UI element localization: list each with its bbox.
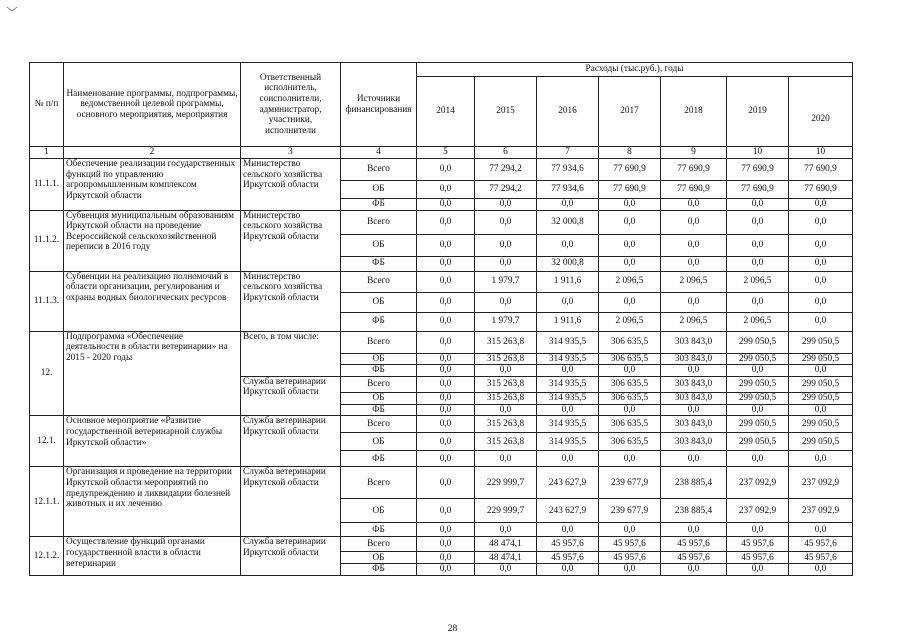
expense-value: 0,0 <box>789 292 853 312</box>
funding-source: ОБ <box>341 353 417 365</box>
column-number: 5 <box>417 147 475 159</box>
expense-value: 0,0 <box>661 292 727 312</box>
funding-source: Всего <box>341 159 417 181</box>
expense-value: 0,0 <box>417 331 475 353</box>
column-number: 4 <box>341 147 417 159</box>
expense-value: 77 690,9 <box>661 159 727 181</box>
table-row <box>30 210 853 234</box>
expense-value: 0,0 <box>417 467 475 499</box>
header-year: 2016 <box>537 77 599 147</box>
expense-value: 2 096,5 <box>599 271 661 292</box>
expense-value: 243 627,9 <box>537 499 599 523</box>
expense-value: 0,0 <box>475 365 537 377</box>
page-number: 28 <box>447 624 458 634</box>
program-name: Субвенция муниципальным образованиям Иркутской области на проведение Всероссийской сельскохозяйственной переписи в 2016 году <box>64 210 241 271</box>
expense-value: 0,0 <box>599 564 661 576</box>
expense-value: 0,0 <box>417 159 475 181</box>
funding-source: Всего <box>341 467 417 499</box>
expense-value: 0,0 <box>599 234 661 256</box>
expense-value: 45 957,6 <box>789 537 853 552</box>
executor: Министерство сельского хозяйства Иркутской области <box>241 271 341 331</box>
expense-value: 0,0 <box>475 404 537 416</box>
expense-value: 0,0 <box>789 312 853 331</box>
expense-value: 0,0 <box>537 292 599 312</box>
expense-value: 77 294,2 <box>475 159 537 181</box>
executor: Служба ветеринарии Иркутской области <box>241 376 341 416</box>
expense-value: 239 677,9 <box>599 467 661 499</box>
expense-value: 32 000,8 <box>537 210 599 234</box>
expense-value: 0,0 <box>789 451 853 467</box>
row-number: 12. <box>30 331 64 416</box>
expense-value: 2 096,5 <box>727 312 789 331</box>
expense-value: 1 979,7 <box>475 271 537 292</box>
expense-value: 306 635,5 <box>599 392 661 404</box>
column-number: 6 <box>475 147 537 159</box>
expense-value: 0,0 <box>599 199 661 211</box>
expense-value: 0,0 <box>475 564 537 576</box>
expense-value: 237 092,9 <box>789 499 853 523</box>
expense-value: 0,0 <box>789 199 853 211</box>
expense-value: 77 690,9 <box>599 159 661 181</box>
expense-value: 0,0 <box>537 564 599 576</box>
expense-value: 0,0 <box>417 392 475 404</box>
expense-value: 0,0 <box>475 523 537 537</box>
expense-value: 306 635,5 <box>599 433 661 451</box>
header-year: 2020 <box>789 77 853 147</box>
expense-value: 0,0 <box>727 365 789 377</box>
expense-value: 0,0 <box>417 404 475 416</box>
expense-value: 0,0 <box>727 199 789 211</box>
expense-value: 0,0 <box>661 523 727 537</box>
expense-value: 0,0 <box>599 256 661 271</box>
expense-value: 314 935,5 <box>537 331 599 353</box>
expense-value: 45 957,6 <box>727 552 789 564</box>
expense-value: 0,0 <box>599 523 661 537</box>
expense-value: 0,0 <box>475 199 537 211</box>
expense-value: 0,0 <box>417 210 475 234</box>
expense-value: 45 957,6 <box>789 552 853 564</box>
expense-value: 77 690,9 <box>727 181 789 199</box>
row-number: 11.1.2. <box>30 210 64 271</box>
expense-value: 303 843,0 <box>661 416 727 433</box>
executor: Министерство сельского хозяйства Иркутской области <box>241 159 341 211</box>
expense-value: 77 690,9 <box>661 181 727 199</box>
expense-value: 0,0 <box>417 353 475 365</box>
table-row <box>30 331 853 353</box>
funding-source: Всего <box>341 331 417 353</box>
expense-value: 315 263,8 <box>475 416 537 433</box>
header-source: Источники финансирования <box>341 63 417 147</box>
expense-value: 2 096,5 <box>599 312 661 331</box>
funding-source: ОБ <box>341 392 417 404</box>
expense-value: 0,0 <box>417 499 475 523</box>
expense-value: 303 843,0 <box>661 433 727 451</box>
expense-value: 229 999,7 <box>475 499 537 523</box>
expense-value: 1 911,6 <box>537 312 599 331</box>
row-number: 12.1.2. <box>30 537 64 576</box>
column-number: 9 <box>661 147 727 159</box>
funding-source: Всего <box>341 271 417 292</box>
expense-value: 299 050,5 <box>727 353 789 365</box>
table-row <box>30 416 853 433</box>
expense-value: 77 690,9 <box>789 159 853 181</box>
expense-value: 306 635,5 <box>599 376 661 392</box>
program-name: Осуществление функций органами государственной власти в области ветеринарии <box>64 537 241 576</box>
expense-value: 314 935,5 <box>537 392 599 404</box>
header-name: Наименование программы, подпрограммы, ведомственной целевой программы, основного мероприятия, мероприятия <box>64 63 241 147</box>
expense-value: 0,0 <box>727 210 789 234</box>
expense-value: 0,0 <box>475 292 537 312</box>
expense-value: 237 092,9 <box>727 467 789 499</box>
expense-value: 0,0 <box>417 271 475 292</box>
expense-value: 0,0 <box>599 451 661 467</box>
expense-value: 1 911,6 <box>537 271 599 292</box>
funding-source: ОБ <box>341 292 417 312</box>
expense-value: 314 935,5 <box>537 433 599 451</box>
expense-value: 0,0 <box>727 523 789 537</box>
executor: Служба ветеринарии Иркутской области <box>241 416 341 467</box>
expense-value: 306 635,5 <box>599 353 661 365</box>
column-number: 10 <box>727 147 789 159</box>
expense-value: 303 843,0 <box>661 392 727 404</box>
expense-value: 0,0 <box>537 523 599 537</box>
expense-value: 303 843,0 <box>661 353 727 365</box>
funding-source: ФБ <box>341 256 417 271</box>
budget-table <box>29 62 853 576</box>
expense-value: 0,0 <box>789 256 853 271</box>
expense-value: 303 843,0 <box>661 376 727 392</box>
expense-value: 0,0 <box>599 210 661 234</box>
expense-value: 303 843,0 <box>661 331 727 353</box>
expense-value: 0,0 <box>661 365 727 377</box>
expense-value: 314 935,5 <box>537 353 599 365</box>
expense-value: 0,0 <box>661 210 727 234</box>
column-number: 10 <box>789 147 853 159</box>
program-name: Субвенции на реализацию полномочий в области организации, регулирования и охраны водных биологических ресурсов <box>64 271 241 331</box>
expense-value: 48 474,1 <box>475 537 537 552</box>
program-name: Основное мероприятие «Развитие государственной ветеринарной службы Иркутской области» <box>64 416 241 467</box>
expense-value: 0,0 <box>475 256 537 271</box>
expense-value: 0,0 <box>417 181 475 199</box>
table-row <box>30 271 853 292</box>
program-name: Обеспечение реализации государственных функций по управлению агропромышленным комплексом Иркутской области <box>64 159 241 211</box>
funding-source: ФБ <box>341 451 417 467</box>
expense-value: 77 934,6 <box>537 159 599 181</box>
table-row <box>30 537 853 552</box>
header-year: 2014 <box>417 77 475 147</box>
executor: Служба ветеринарии Иркутской области <box>241 467 341 537</box>
expense-value: 32 000,8 <box>537 256 599 271</box>
expense-value: 299 050,5 <box>789 331 853 353</box>
expense-value: 315 263,8 <box>475 392 537 404</box>
expense-value: 299 050,5 <box>727 392 789 404</box>
expense-value: 0,0 <box>417 537 475 552</box>
column-number: 2 <box>64 147 241 159</box>
expense-value: 0,0 <box>789 523 853 537</box>
header-year: 2015 <box>475 77 537 147</box>
funding-source: Всего <box>341 376 417 392</box>
column-number: 8 <box>599 147 661 159</box>
expense-value: 229 999,7 <box>475 467 537 499</box>
expense-value: 299 050,5 <box>727 433 789 451</box>
funding-source: ОБ <box>341 433 417 451</box>
expense-value: 306 635,5 <box>599 416 661 433</box>
expense-value: 45 957,6 <box>661 552 727 564</box>
expense-value: 45 957,6 <box>599 552 661 564</box>
column-number: 1 <box>30 147 64 159</box>
expense-value: 0,0 <box>417 523 475 537</box>
expense-value: 299 050,5 <box>789 353 853 365</box>
expense-value: 0,0 <box>417 365 475 377</box>
expense-value: 77 690,9 <box>789 181 853 199</box>
executor: Всего, в том числе: <box>241 331 341 376</box>
expense-value: 0,0 <box>599 404 661 416</box>
expense-value: 0,0 <box>417 433 475 451</box>
corner-mark-icon <box>6 6 18 16</box>
header-num: № п/п <box>30 63 64 147</box>
funding-source: ФБ <box>341 365 417 377</box>
expense-value: 0,0 <box>727 234 789 256</box>
expense-value: 2 096,5 <box>661 312 727 331</box>
row-number: 11.1.3. <box>30 271 64 331</box>
expense-value: 0,0 <box>661 451 727 467</box>
funding-source: ОБ <box>341 499 417 523</box>
header-year: 2019 <box>727 77 789 147</box>
expense-value: 48 474,1 <box>475 552 537 564</box>
expense-value: 45 957,6 <box>537 537 599 552</box>
expense-value: 0,0 <box>789 404 853 416</box>
expense-value: 239 677,9 <box>599 499 661 523</box>
expense-value: 299 050,5 <box>789 392 853 404</box>
expense-value: 0,0 <box>417 451 475 467</box>
expense-value: 0,0 <box>417 312 475 331</box>
table-row <box>30 467 853 499</box>
column-number: 7 <box>537 147 599 159</box>
expense-value: 0,0 <box>417 234 475 256</box>
expense-value: 77 690,9 <box>599 181 661 199</box>
executor: Служба ветеринарии Иркутской области <box>241 537 341 576</box>
expense-value: 0,0 <box>537 234 599 256</box>
expense-value: 0,0 <box>727 256 789 271</box>
expense-value: 0,0 <box>727 564 789 576</box>
expense-value: 45 957,6 <box>599 537 661 552</box>
expense-value: 0,0 <box>727 451 789 467</box>
expense-value: 243 627,9 <box>537 467 599 499</box>
expense-value: 0,0 <box>417 564 475 576</box>
expense-value: 0,0 <box>599 292 661 312</box>
expense-value: 0,0 <box>417 199 475 211</box>
expense-value: 2 096,5 <box>661 271 727 292</box>
program-name: Подпрограмма «Обеспечение деятельности в области ветеринарии» на 2015 - 2020 годы <box>64 331 241 416</box>
expense-value: 299 050,5 <box>789 416 853 433</box>
expense-value: 315 263,8 <box>475 376 537 392</box>
funding-source: Всего <box>341 210 417 234</box>
expense-value: 45 957,6 <box>727 537 789 552</box>
expense-value: 0,0 <box>661 256 727 271</box>
expense-value: 0,0 <box>727 404 789 416</box>
table-body <box>30 159 853 576</box>
expense-value: 237 092,9 <box>789 467 853 499</box>
row-number: 12.1.1. <box>30 467 64 537</box>
funding-source: ФБ <box>341 523 417 537</box>
expense-value: 0,0 <box>661 234 727 256</box>
funding-source: ФБ <box>341 312 417 331</box>
expense-value: 238 885,4 <box>661 467 727 499</box>
executor: Министерство сельского хозяйства Иркутской области <box>241 210 341 271</box>
funding-source: ОБ <box>341 552 417 564</box>
funding-source: ФБ <box>341 564 417 576</box>
expense-value: 315 263,8 <box>475 331 537 353</box>
expense-value: 0,0 <box>537 365 599 377</box>
expense-value: 0,0 <box>789 271 853 292</box>
expense-value: 314 935,5 <box>537 376 599 392</box>
table-row <box>30 159 853 181</box>
expense-value: 0,0 <box>537 199 599 211</box>
expense-value: 238 885,4 <box>661 499 727 523</box>
header-year: 2018 <box>661 77 727 147</box>
expense-value: 0,0 <box>417 552 475 564</box>
expense-value: 0,0 <box>727 292 789 312</box>
expense-value: 299 050,5 <box>727 331 789 353</box>
funding-source: ОБ <box>341 234 417 256</box>
column-number: 3 <box>241 147 341 159</box>
expense-value: 0,0 <box>661 199 727 211</box>
expense-value: 299 050,5 <box>789 433 853 451</box>
expense-value: 0,0 <box>789 365 853 377</box>
expense-value: 0,0 <box>661 404 727 416</box>
expense-value: 0,0 <box>537 404 599 416</box>
expense-value: 0,0 <box>537 451 599 467</box>
expense-value: 0,0 <box>475 234 537 256</box>
expense-value: 0,0 <box>789 564 853 576</box>
expense-value: 1 979,7 <box>475 312 537 331</box>
expense-value: 45 957,6 <box>537 552 599 564</box>
expense-value: 237 092,9 <box>727 499 789 523</box>
row-number: 12.1. <box>30 416 64 467</box>
expense-value: 0,0 <box>417 292 475 312</box>
program-name: Организация и проведение на территории Иркутской области мероприятий по предупреждению и ликвидации болезней животных и их лечению <box>64 467 241 537</box>
expense-value: 77 934,6 <box>537 181 599 199</box>
expense-value: 77 294,2 <box>475 181 537 199</box>
funding-source: ОБ <box>341 181 417 199</box>
expense-value: 77 690,9 <box>727 159 789 181</box>
header-year: 2017 <box>599 77 661 147</box>
expense-value: 315 263,8 <box>475 353 537 365</box>
header-expenses: Расходы (тыс.руб.), годы <box>417 63 853 77</box>
expense-value: 0,0 <box>661 564 727 576</box>
expense-value: 0,0 <box>475 451 537 467</box>
expense-value: 45 957,6 <box>661 537 727 552</box>
funding-source: Всего <box>341 416 417 433</box>
expense-value: 0,0 <box>417 256 475 271</box>
expense-value: 0,0 <box>475 210 537 234</box>
expense-value: 2 096,5 <box>727 271 789 292</box>
expense-value: 0,0 <box>417 416 475 433</box>
funding-source: ФБ <box>341 199 417 211</box>
row-number: 11.1.1. <box>30 159 64 211</box>
expense-value: 0,0 <box>417 376 475 392</box>
expense-value: 0,0 <box>599 365 661 377</box>
expense-value: 299 050,5 <box>727 376 789 392</box>
expense-value: 299 050,5 <box>727 416 789 433</box>
header-executor: Ответственный исполнитель, соисполнители, администратор, участники, исполнители <box>241 63 341 147</box>
expense-value: 315 263,8 <box>475 433 537 451</box>
expense-value: 314 935,5 <box>537 416 599 433</box>
expense-value: 299 050,5 <box>789 376 853 392</box>
funding-source: Всего <box>341 537 417 552</box>
expense-value: 306 635,5 <box>599 331 661 353</box>
expense-value: 0,0 <box>789 210 853 234</box>
funding-source: ФБ <box>341 404 417 416</box>
expense-value: 0,0 <box>789 234 853 256</box>
